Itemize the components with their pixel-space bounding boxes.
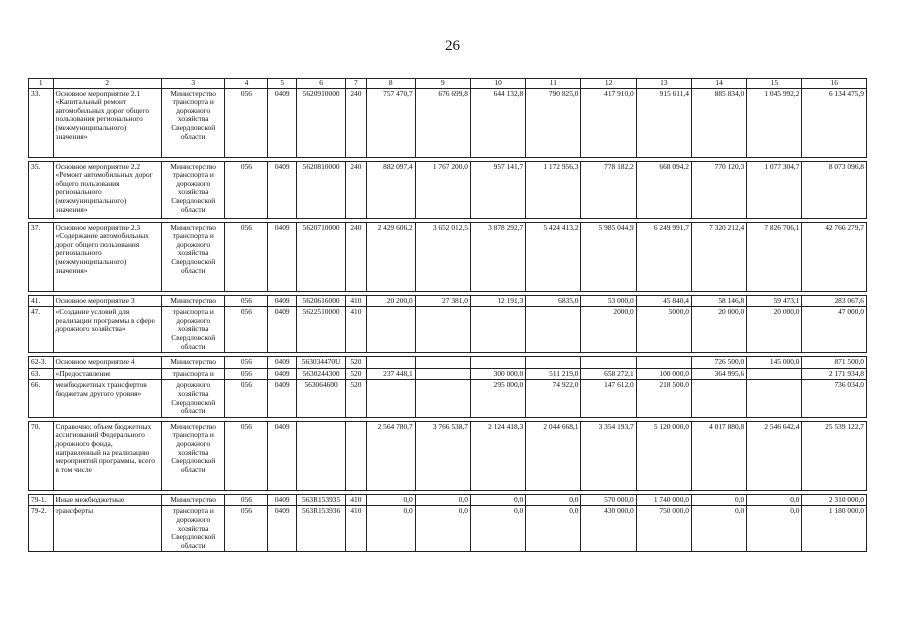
table-cell-v16: 871 500,0 bbox=[802, 357, 867, 369]
table-cell-v14: 726 500,0 bbox=[691, 357, 746, 369]
table-cell-v8: 2 429 606,2 bbox=[366, 222, 415, 291]
table-cell-c4: 056 bbox=[225, 506, 268, 552]
col-header: 8 bbox=[366, 79, 415, 89]
table-cell-c6: 5630244300 bbox=[297, 368, 346, 380]
table-cell-v15: 0,0 bbox=[747, 506, 802, 552]
table-cell-v14: 0,0 bbox=[691, 506, 746, 552]
table-cell-n: 41. bbox=[29, 295, 54, 307]
table-cell-c4: 056 bbox=[225, 88, 268, 157]
table-cell-org: Министерство транспорта и дорожного хозяйства Свердловской области bbox=[162, 222, 225, 291]
table-cell-v12: 2000,0 bbox=[581, 307, 636, 353]
table-cell-v13: 218 500,0 bbox=[636, 380, 691, 417]
table-row bbox=[29, 421, 867, 490]
table-cell-c7: 240 bbox=[346, 161, 366, 218]
table-row bbox=[29, 295, 867, 307]
table-cell-c7: 520 bbox=[346, 357, 366, 369]
table-cell-v16: 42 766 279,7 bbox=[802, 222, 867, 291]
table-cell-c6: 563R153936 bbox=[297, 506, 346, 552]
table-cell-org: Министерство bbox=[162, 357, 225, 369]
table-cell-c5: 0409 bbox=[268, 161, 297, 218]
table-cell-v13: 750 000,0 bbox=[636, 506, 691, 552]
table-cell-c5: 0409 bbox=[268, 295, 297, 307]
table-cell-v12: 417 910,0 bbox=[581, 88, 636, 157]
col-header: 1 bbox=[29, 79, 54, 89]
table-cell-v9: 1 767 200,0 bbox=[415, 161, 470, 218]
table-cell-v13: 6 249 991,7 bbox=[636, 222, 691, 291]
table-cell-c4: 056 bbox=[225, 357, 268, 369]
table-cell-c5: 0409 bbox=[268, 421, 297, 490]
table-row bbox=[29, 307, 867, 353]
table-cell-v14: 364 995,6 bbox=[691, 368, 746, 380]
table-cell-c6: 5620710000 bbox=[297, 222, 346, 291]
table-cell-v9: 3 652 012,5 bbox=[415, 222, 470, 291]
table-row bbox=[29, 494, 867, 506]
table-row bbox=[29, 506, 867, 552]
table-cell-name: «Создание условий для реализации программы в сфере дорожного хозяйства» bbox=[53, 307, 161, 353]
col-header: 9 bbox=[415, 79, 470, 89]
col-header: 12 bbox=[581, 79, 636, 89]
table-cell-name: Основное мероприятие 4 bbox=[53, 357, 161, 369]
table-cell-v15 bbox=[747, 368, 802, 380]
table-cell-v9: 27 381,0 bbox=[415, 295, 470, 307]
table-cell-c5: 0409 bbox=[268, 368, 297, 380]
table-cell-v11: 74 922,0 bbox=[526, 380, 581, 417]
table-cell-v15: 1 077 304,7 bbox=[747, 161, 802, 218]
table-cell-v16: 6 134 475,9 bbox=[802, 88, 867, 157]
header-row bbox=[29, 79, 867, 89]
table-cell-c7: 240 bbox=[346, 222, 366, 291]
table-cell-v14: 7 320 212,4 bbox=[691, 222, 746, 291]
table-cell-name: трансферты bbox=[53, 506, 161, 552]
table-cell-v8: 0,0 bbox=[366, 494, 415, 506]
table-cell-c6: 563034470U bbox=[297, 357, 346, 369]
table-row bbox=[29, 380, 867, 417]
table-cell-c4: 056 bbox=[225, 380, 268, 417]
table-cell-v10: 295 000,0 bbox=[470, 380, 525, 417]
budget-table bbox=[28, 78, 867, 552]
table-cell-n: 66. bbox=[29, 380, 54, 417]
table-cell-v10: 12 191,3 bbox=[470, 295, 525, 307]
table-cell-v10: 0,0 bbox=[470, 494, 525, 506]
table-cell-n: 33. bbox=[29, 88, 54, 157]
table-cell-name: Справочно: объем бюджетных ассигнований Федерального дорожного фонда, направленный на реализацию мероприятий программы, всего в том числе bbox=[53, 421, 161, 490]
table-cell-v14: 770 120,3 bbox=[691, 161, 746, 218]
table-cell-v8 bbox=[366, 380, 415, 417]
table-cell-v16: 25 539 122,7 bbox=[802, 421, 867, 490]
table-cell-v10: 3 878 292,7 bbox=[470, 222, 525, 291]
table-cell-v9 bbox=[415, 357, 470, 369]
table-cell-v16: 2 171 934,8 bbox=[802, 368, 867, 380]
col-header: 14 bbox=[691, 79, 746, 89]
table-cell-v9 bbox=[415, 368, 470, 380]
table-cell-name: Основное мероприятие 2.2 «Ремонт автомобильных дорог общего пользования регионального (межмуниципального) значения» bbox=[53, 161, 161, 218]
table-cell-v15: 1 045 992,2 bbox=[747, 88, 802, 157]
table-cell-v8: 20 200,0 bbox=[366, 295, 415, 307]
table-cell-v14: 20 000,0 bbox=[691, 307, 746, 353]
table-cell-org: Министерство транспорта и дорожного хозяйства Свердловской области bbox=[162, 421, 225, 490]
table-cell-c5: 0409 bbox=[268, 506, 297, 552]
table-cell-v12: 3 354 193,7 bbox=[581, 421, 636, 490]
table-cell-v11: 1 172 956,3 bbox=[526, 161, 581, 218]
table-cell-name: Иные межбюджетные bbox=[53, 494, 161, 506]
col-header: 16 bbox=[802, 79, 867, 89]
col-header: 7 bbox=[346, 79, 366, 89]
table-cell-c7: 410 bbox=[346, 506, 366, 552]
table-cell-v10: 300 000,0 bbox=[470, 368, 525, 380]
table-cell-v9: 0,0 bbox=[415, 494, 470, 506]
table-cell-v8: 882 097,4 bbox=[366, 161, 415, 218]
table-cell-c6 bbox=[297, 421, 346, 490]
table-cell-v12: 778 182,2 bbox=[581, 161, 636, 218]
table-cell-v11: 790 825,0 bbox=[526, 88, 581, 157]
table-cell-n: 35. bbox=[29, 161, 54, 218]
table-cell-c7: 410 bbox=[346, 295, 366, 307]
table-cell-c7 bbox=[346, 421, 366, 490]
col-header: 3 bbox=[162, 79, 225, 89]
table-cell-v12: 658 272,1 bbox=[581, 368, 636, 380]
table-cell-c6: 563064600 bbox=[297, 380, 346, 417]
table-cell-v8 bbox=[366, 307, 415, 353]
table-cell-v12 bbox=[581, 357, 636, 369]
col-header: 10 bbox=[470, 79, 525, 89]
table-cell-v14 bbox=[691, 380, 746, 417]
table-cell-v11: 2 044 668,1 bbox=[526, 421, 581, 490]
table-cell-v10 bbox=[470, 357, 525, 369]
table-cell-v13: 668 094,2 bbox=[636, 161, 691, 218]
table-row bbox=[29, 368, 867, 380]
table-cell-v10: 0,0 bbox=[470, 506, 525, 552]
table-cell-v9: 3 766 538,7 bbox=[415, 421, 470, 490]
table-cell-c7: 240 bbox=[346, 88, 366, 157]
table-cell-v12: 53 000,0 bbox=[581, 295, 636, 307]
table-cell-n: 63. bbox=[29, 368, 54, 380]
table-cell-v10 bbox=[470, 307, 525, 353]
table-cell-v15: 7 826 706,1 bbox=[747, 222, 802, 291]
table-cell-org: транспорта и дорожного хозяйства Свердловской области bbox=[162, 506, 225, 552]
table-cell-v15: 0,0 bbox=[747, 494, 802, 506]
table-cell-c7: 410 bbox=[346, 307, 366, 353]
table-cell-v14: 0,0 bbox=[691, 494, 746, 506]
table-cell-v12: 430 000,0 bbox=[581, 506, 636, 552]
table-cell-v16: 1 180 000,0 bbox=[802, 506, 867, 552]
table-cell-v13 bbox=[636, 357, 691, 369]
table-cell-v8: 2 564 780,7 bbox=[366, 421, 415, 490]
col-header: 13 bbox=[636, 79, 691, 89]
table-cell-v15: 20 000,0 bbox=[747, 307, 802, 353]
col-header: 2 bbox=[53, 79, 161, 89]
table-row bbox=[29, 88, 867, 157]
table-cell-v15 bbox=[747, 380, 802, 417]
table-cell-v8: 237 448,1 bbox=[366, 368, 415, 380]
table-cell-v9: 0,0 bbox=[415, 506, 470, 552]
table-cell-c5: 0409 bbox=[268, 357, 297, 369]
table-cell-v13: 5 120 000,0 bbox=[636, 421, 691, 490]
table-cell-v11: 6835,0 bbox=[526, 295, 581, 307]
table-cell-v8: 757 470,7 bbox=[366, 88, 415, 157]
table-cell-c5: 0409 bbox=[268, 494, 297, 506]
table-cell-v16: 2 310 000,0 bbox=[802, 494, 867, 506]
table-cell-v13: 100 000,0 bbox=[636, 368, 691, 380]
table-cell-name: межбюджетных трансфертов бюджетам другого уровня» bbox=[53, 380, 161, 417]
table-cell-n: 79-1. bbox=[29, 494, 54, 506]
table-cell-c4: 056 bbox=[225, 368, 268, 380]
table-cell-v12: 570 000,0 bbox=[581, 494, 636, 506]
table-cell-v9 bbox=[415, 380, 470, 417]
table-cell-v11: 0,0 bbox=[526, 506, 581, 552]
table-cell-v9: 676 699,8 bbox=[415, 88, 470, 157]
table-cell-c5: 0409 bbox=[268, 222, 297, 291]
table-cell-org: транспорта и дорожного хозяйства Свердловской области bbox=[162, 307, 225, 353]
table-cell-v16: 47 000,0 bbox=[802, 307, 867, 353]
table-cell-org: транспорта и bbox=[162, 368, 225, 380]
table-cell-org: дорожного хозяйства Свердловской области bbox=[162, 380, 225, 417]
table-cell-v16: 8 073 096,8 bbox=[802, 161, 867, 218]
table-cell-v13: 45 840,4 bbox=[636, 295, 691, 307]
table-cell-v15: 2 546 642,4 bbox=[747, 421, 802, 490]
table-cell-name: «Предоставление bbox=[53, 368, 161, 380]
table-row bbox=[29, 357, 867, 369]
table-cell-n: 37. bbox=[29, 222, 54, 291]
table-row bbox=[29, 222, 867, 291]
table-cell-c4: 056 bbox=[225, 161, 268, 218]
table-cell-v13: 915 611,4 bbox=[636, 88, 691, 157]
table-cell-v14: 58 146,8 bbox=[691, 295, 746, 307]
table-cell-n: 62-3. bbox=[29, 357, 54, 369]
table-cell-v16: 283 067,6 bbox=[802, 295, 867, 307]
table-cell-org: Министерство транспорта и дорожного хозяйства Свердловской области bbox=[162, 161, 225, 218]
col-header: 11 bbox=[526, 79, 581, 89]
table-cell-name: Основное мероприятие 2.3 «Содержание автомобильных дорог общего пользования регионального (межмуниципального) значения» bbox=[53, 222, 161, 291]
table-cell-v11: 5 424 413,2 bbox=[526, 222, 581, 291]
table-cell-n: 47. bbox=[29, 307, 54, 353]
col-header: 5 bbox=[268, 79, 297, 89]
table-cell-v11 bbox=[526, 357, 581, 369]
table-cell-v16: 736 034,0 bbox=[802, 380, 867, 417]
col-header: 15 bbox=[747, 79, 802, 89]
table-cell-v15: 59 473,1 bbox=[747, 295, 802, 307]
table-cell-v14: 4 017 880,8 bbox=[691, 421, 746, 490]
table-cell-v12: 5 985 044,9 bbox=[581, 222, 636, 291]
table-cell-c4: 056 bbox=[225, 421, 268, 490]
table-cell-c5: 0409 bbox=[268, 380, 297, 417]
table-cell-org: Министерство bbox=[162, 295, 225, 307]
table-row bbox=[29, 161, 867, 218]
table-cell-c6: 5620616000 bbox=[297, 295, 346, 307]
table-cell-c7: 520 bbox=[346, 368, 366, 380]
col-header: 6 bbox=[297, 79, 346, 89]
table-cell-v10: 644 132,8 bbox=[470, 88, 525, 157]
table-cell-c7: 410 bbox=[346, 494, 366, 506]
table-cell-v11: 0,0 bbox=[526, 494, 581, 506]
col-header: 4 bbox=[225, 79, 268, 89]
table-cell-v15: 145 000,0 bbox=[747, 357, 802, 369]
table-cell-v14: 885 834,0 bbox=[691, 88, 746, 157]
table-cell-c6: 5620810000 bbox=[297, 161, 346, 218]
table-cell-c7: 520 bbox=[346, 380, 366, 417]
table-cell-c4: 056 bbox=[225, 494, 268, 506]
table-cell-v9 bbox=[415, 307, 470, 353]
table-cell-n: 70. bbox=[29, 421, 54, 490]
table-cell-v13: 5000,0 bbox=[636, 307, 691, 353]
table-cell-c6: 5622510000 bbox=[297, 307, 346, 353]
table-cell-c6: 563R153935 bbox=[297, 494, 346, 506]
table-cell-v8: 0,0 bbox=[366, 506, 415, 552]
table-cell-c5: 0409 bbox=[268, 88, 297, 157]
table-cell-c5: 0409 bbox=[268, 307, 297, 353]
table-cell-name: Основное мероприятие 3 bbox=[53, 295, 161, 307]
table-cell-v13: 1 740 000,0 bbox=[636, 494, 691, 506]
table-cell-org: Министерство bbox=[162, 494, 225, 506]
table-cell-org: Министерство транспорта и дорожного хозяйства Свердловской области bbox=[162, 88, 225, 157]
table-cell-v8 bbox=[366, 357, 415, 369]
table-cell-c6: 5620910000 bbox=[297, 88, 346, 157]
table-cell-v11: 511 219,0 bbox=[526, 368, 581, 380]
table-cell-v11 bbox=[526, 307, 581, 353]
table-cell-c4: 056 bbox=[225, 307, 268, 353]
table-cell-name: Основное мероприятие 2.1 «Капитальный ремонт автомобильных дорог общего пользования регионального (межмуниципального) значения» bbox=[53, 88, 161, 157]
table-cell-n: 79-2. bbox=[29, 506, 54, 552]
table-cell-c4: 056 bbox=[225, 295, 268, 307]
page-number: 26 bbox=[445, 38, 460, 54]
table-cell-v12: 147 612,0 bbox=[581, 380, 636, 417]
table-cell-v10: 957 141,7 bbox=[470, 161, 525, 218]
table-cell-c4: 056 bbox=[225, 222, 268, 291]
table-cell-v10: 2 124 418,3 bbox=[470, 421, 525, 490]
